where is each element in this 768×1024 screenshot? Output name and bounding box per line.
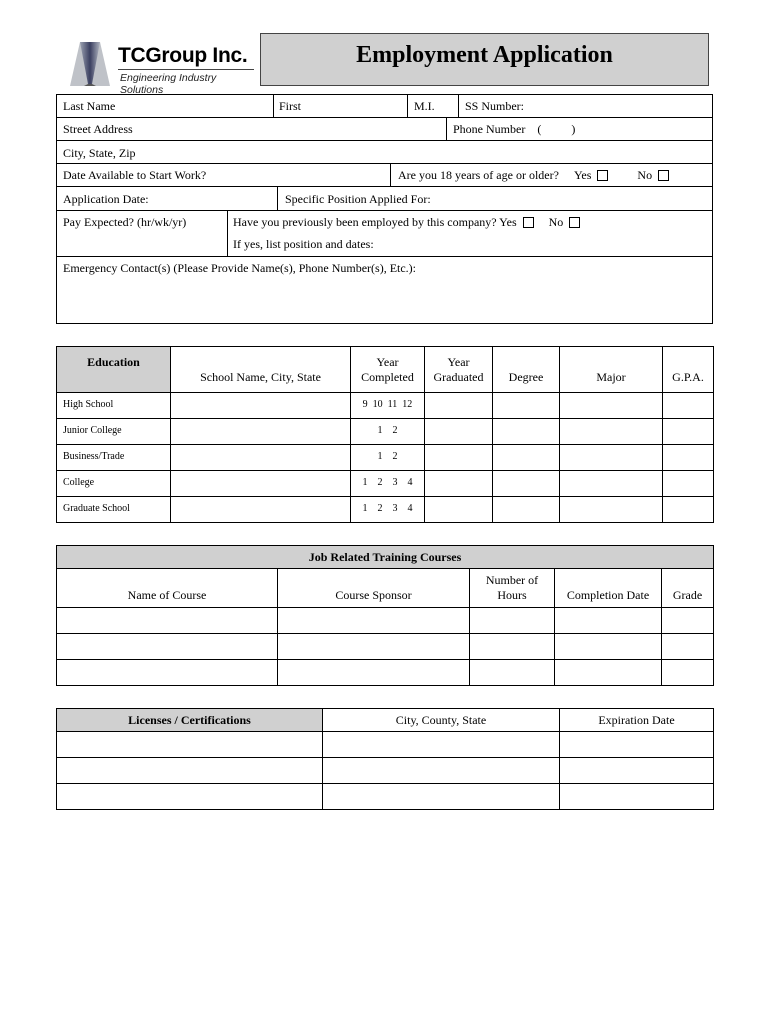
education-level: College	[57, 471, 171, 497]
major-cell[interactable]	[560, 445, 663, 471]
table-row	[57, 732, 714, 758]
col-divider	[273, 94, 274, 117]
degree-cell[interactable]	[493, 497, 560, 523]
company-tagline: Engineering Industry Solutions	[120, 72, 217, 96]
course-sponsor-cell[interactable]	[278, 634, 470, 660]
education-level: High School	[57, 393, 171, 419]
completion-date-cell[interactable]	[555, 634, 662, 660]
phone-number-label: Phone Number	[453, 122, 526, 136]
education-header-row	[57, 347, 714, 393]
school-name-cell[interactable]	[171, 471, 351, 497]
expiration-date-cell[interactable]	[560, 784, 714, 810]
pay-expected-field[interactable]: Pay Expected? (hr/wk/yr)	[63, 215, 187, 229]
major-cell[interactable]	[560, 471, 663, 497]
education-level: Graduate School	[57, 497, 171, 523]
row-divider	[56, 186, 713, 187]
degree-cell[interactable]	[493, 419, 560, 445]
company-name: TCGroup Inc.	[118, 44, 248, 67]
col-divider	[446, 117, 447, 140]
school-name-header: School Name, City, State	[171, 347, 351, 393]
year-graduated-cell[interactable]	[425, 471, 493, 497]
year-graduated-cell[interactable]	[425, 497, 493, 523]
table-row	[57, 608, 714, 634]
training-title: Job Related Training Courses	[57, 546, 714, 569]
location-cell[interactable]	[323, 758, 560, 784]
row-divider	[56, 163, 713, 164]
gpa-cell[interactable]	[663, 419, 714, 445]
education-table	[56, 346, 714, 523]
training-title-row	[57, 546, 714, 569]
ss-number-field[interactable]: SS Number:	[465, 99, 525, 113]
table-row	[57, 758, 714, 784]
degree-cell[interactable]	[493, 445, 560, 471]
licenses-table	[56, 708, 714, 810]
table-row	[57, 497, 714, 523]
year-completed-options[interactable]: 9 10 11 12	[351, 393, 425, 419]
licenses-header-row	[57, 709, 714, 732]
year-completed-options[interactable]: 1 2 3 4	[351, 497, 425, 523]
education-level: Business/Trade	[57, 445, 171, 471]
age-yes-label: Yes	[573, 168, 592, 182]
form-title: Employment Application	[356, 42, 613, 68]
col-divider	[458, 94, 459, 117]
last-name-field[interactable]: Last Name	[63, 99, 116, 113]
completion-date-cell[interactable]	[555, 608, 662, 634]
table-row	[57, 419, 714, 445]
school-name-cell[interactable]	[171, 393, 351, 419]
table-row	[57, 445, 714, 471]
licenses-header: Licenses / Certifications	[57, 709, 323, 732]
age-no-checkbox[interactable]	[658, 170, 669, 181]
year-completed-options[interactable]: 1 2	[351, 445, 425, 471]
table-row	[57, 660, 714, 686]
logo-divider	[118, 69, 254, 70]
education-level: Junior College	[57, 419, 171, 445]
age-yes-checkbox[interactable]	[597, 170, 608, 181]
location-header: City, County, State	[323, 709, 560, 732]
completion-date-header: Completion Date	[555, 569, 662, 608]
education-header: Education	[57, 347, 171, 393]
completion-date-cell[interactable]	[555, 660, 662, 686]
gpa-cell[interactable]	[663, 393, 714, 419]
license-cell[interactable]	[57, 732, 323, 758]
grade-cell[interactable]	[662, 634, 714, 660]
position-applied-field[interactable]: Specific Position Applied For:	[285, 192, 431, 206]
previously-employed-question	[233, 215, 580, 229]
license-cell[interactable]	[57, 784, 323, 810]
grade-cell[interactable]	[662, 608, 714, 634]
first-name-field[interactable]: First	[279, 99, 302, 113]
prev-employed-no-label: No	[548, 215, 564, 229]
training-courses-table	[56, 545, 714, 686]
year-completed-options[interactable]: 1 2	[351, 419, 425, 445]
col-divider	[390, 163, 391, 186]
license-cell[interactable]	[57, 758, 323, 784]
degree-cell[interactable]	[493, 393, 560, 419]
grade-header: Grade	[662, 569, 714, 608]
street-address-field[interactable]: Street Address	[63, 122, 133, 136]
row-divider	[56, 117, 713, 118]
col-divider	[277, 186, 278, 210]
applicant-info-section	[56, 94, 713, 324]
hours-cell[interactable]	[470, 660, 555, 686]
emergency-contact-field[interactable]: Emergency Contact(s) (Please Provide Name(s), Phone Number(s), Etc.):	[63, 261, 417, 275]
course-name-cell[interactable]	[57, 634, 278, 660]
degree-header: Degree	[493, 347, 560, 393]
row-divider	[56, 256, 713, 257]
col-divider	[227, 210, 228, 256]
year-graduated-header: Year Graduated	[425, 347, 493, 393]
training-header-row	[57, 569, 714, 608]
table-row	[57, 634, 714, 660]
degree-cell[interactable]	[493, 471, 560, 497]
year-graduated-cell[interactable]	[425, 393, 493, 419]
hours-cell[interactable]	[470, 634, 555, 660]
table-row	[57, 393, 714, 419]
major-cell[interactable]	[560, 497, 663, 523]
course-name-cell[interactable]	[57, 608, 278, 634]
course-sponsor-cell[interactable]	[278, 608, 470, 634]
hours-cell[interactable]	[470, 608, 555, 634]
location-cell[interactable]	[323, 732, 560, 758]
form-title-box	[260, 33, 709, 86]
gpa-cell[interactable]	[663, 471, 714, 497]
school-name-cell[interactable]	[171, 497, 351, 523]
date-available-field[interactable]: Date Available to Start Work?	[63, 168, 207, 182]
age-question	[398, 168, 669, 182]
phone-area-code: ( )	[537, 122, 576, 136]
expiration-date-cell[interactable]	[560, 732, 714, 758]
phone-number-field[interactable]	[453, 122, 575, 136]
school-name-cell[interactable]	[171, 419, 351, 445]
course-name-cell[interactable]	[57, 660, 278, 686]
year-completed-header: Year Completed	[351, 347, 425, 393]
age-question-label: Are you 18 years of age or older?	[398, 168, 559, 182]
prev-employed-yes-checkbox[interactable]	[523, 217, 534, 228]
list-position-field[interactable]: If yes, list position and dates:	[233, 237, 374, 251]
age-no-label: No	[637, 168, 653, 182]
city-state-zip-field[interactable]: City, State, Zip	[63, 146, 136, 160]
year-graduated-cell[interactable]	[425, 419, 493, 445]
application-date-field[interactable]: Application Date:	[63, 192, 149, 206]
school-name-cell[interactable]	[171, 445, 351, 471]
major-cell[interactable]	[560, 393, 663, 419]
table-row	[57, 471, 714, 497]
course-name-header: Name of Course	[57, 569, 278, 608]
col-divider	[407, 94, 408, 117]
year-completed-options[interactable]: 1 2 3 4	[351, 471, 425, 497]
row-divider	[56, 210, 713, 211]
table-row	[57, 784, 714, 810]
hours-header: Number of Hours	[470, 569, 555, 608]
expiration-date-header: Expiration Date	[560, 709, 714, 732]
prev-employed-no-checkbox[interactable]	[569, 217, 580, 228]
location-cell[interactable]	[323, 784, 560, 810]
grade-cell[interactable]	[662, 660, 714, 686]
gpa-header: G.P.A.	[663, 347, 714, 393]
course-sponsor-header: Course Sponsor	[278, 569, 470, 608]
major-header: Major	[560, 347, 663, 393]
middle-initial-field[interactable]: M.I.	[414, 99, 435, 113]
expiration-date-cell[interactable]	[560, 758, 714, 784]
company-logo-icon	[66, 40, 114, 88]
row-divider	[56, 140, 713, 141]
gpa-cell[interactable]	[663, 497, 714, 523]
company-logo	[62, 38, 262, 96]
major-cell[interactable]	[560, 419, 663, 445]
year-graduated-cell[interactable]	[425, 445, 493, 471]
gpa-cell[interactable]	[663, 445, 714, 471]
course-sponsor-cell[interactable]	[278, 660, 470, 686]
previously-employed-label: Have you previously been employed by this company? Yes	[233, 215, 517, 229]
